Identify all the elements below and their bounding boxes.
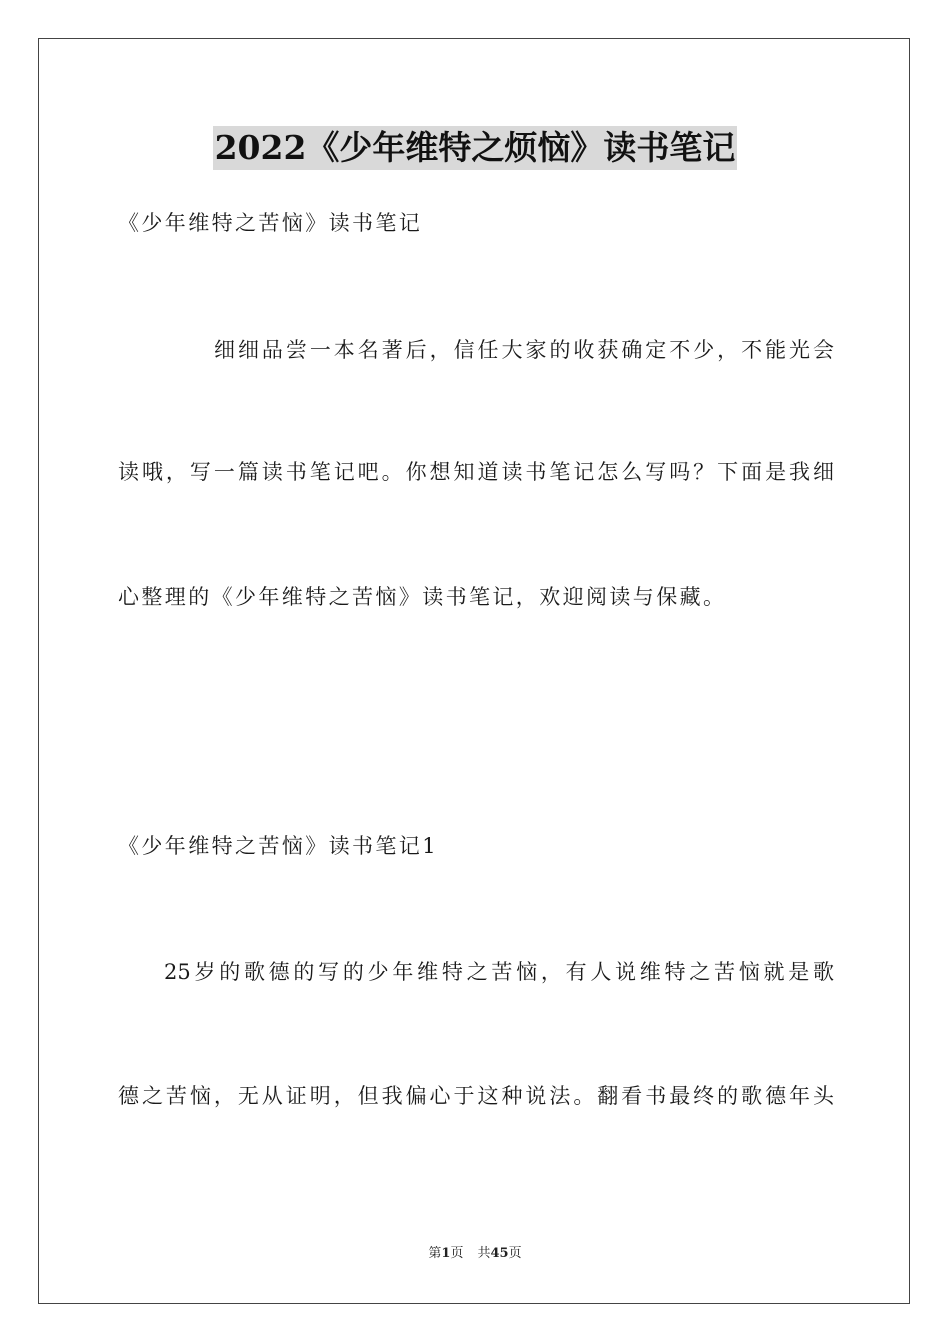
title-container bbox=[0, 126, 950, 170]
footer-total-prefix: 共 bbox=[477, 1246, 491, 1261]
document-subtitle: 《少年维特之苦恼》读书笔记 bbox=[118, 211, 423, 235]
section-heading: 《少年维特之苦恼》读书笔记1 bbox=[118, 834, 438, 858]
footer-total-suffix: 页 bbox=[508, 1246, 522, 1261]
section-line-2: 德之苦恼，无从证明，但我偏心于这种说法。翻看书最终的歌德年头 bbox=[118, 1084, 834, 1108]
section-line-1: 25岁的歌德的写的少年维特之苦恼，有人说维特之苦恼就是歌 bbox=[164, 960, 834, 984]
footer-page-total: 45 bbox=[490, 1246, 509, 1261]
footer-page-prefix: 第 bbox=[428, 1246, 442, 1261]
intro-line-3: 心整理的《少年维特之苦恼》读书笔记，欢迎阅读与保藏。 bbox=[118, 585, 727, 609]
footer-page-suffix: 页 bbox=[450, 1246, 464, 1261]
intro-line-2: 读哦，写一篇读书笔记吧。你想知道读书笔记怎么写吗？下面是我细 bbox=[118, 460, 834, 484]
document-title: 2022《少年维特之烦恼》读书笔记 bbox=[213, 126, 738, 170]
intro-line-1: 细细品尝一本名著后，信任大家的收获确定不少，不能光会 bbox=[214, 338, 834, 362]
footer-page-current: 1 bbox=[441, 1246, 451, 1261]
page-footer bbox=[0, 1244, 950, 1264]
